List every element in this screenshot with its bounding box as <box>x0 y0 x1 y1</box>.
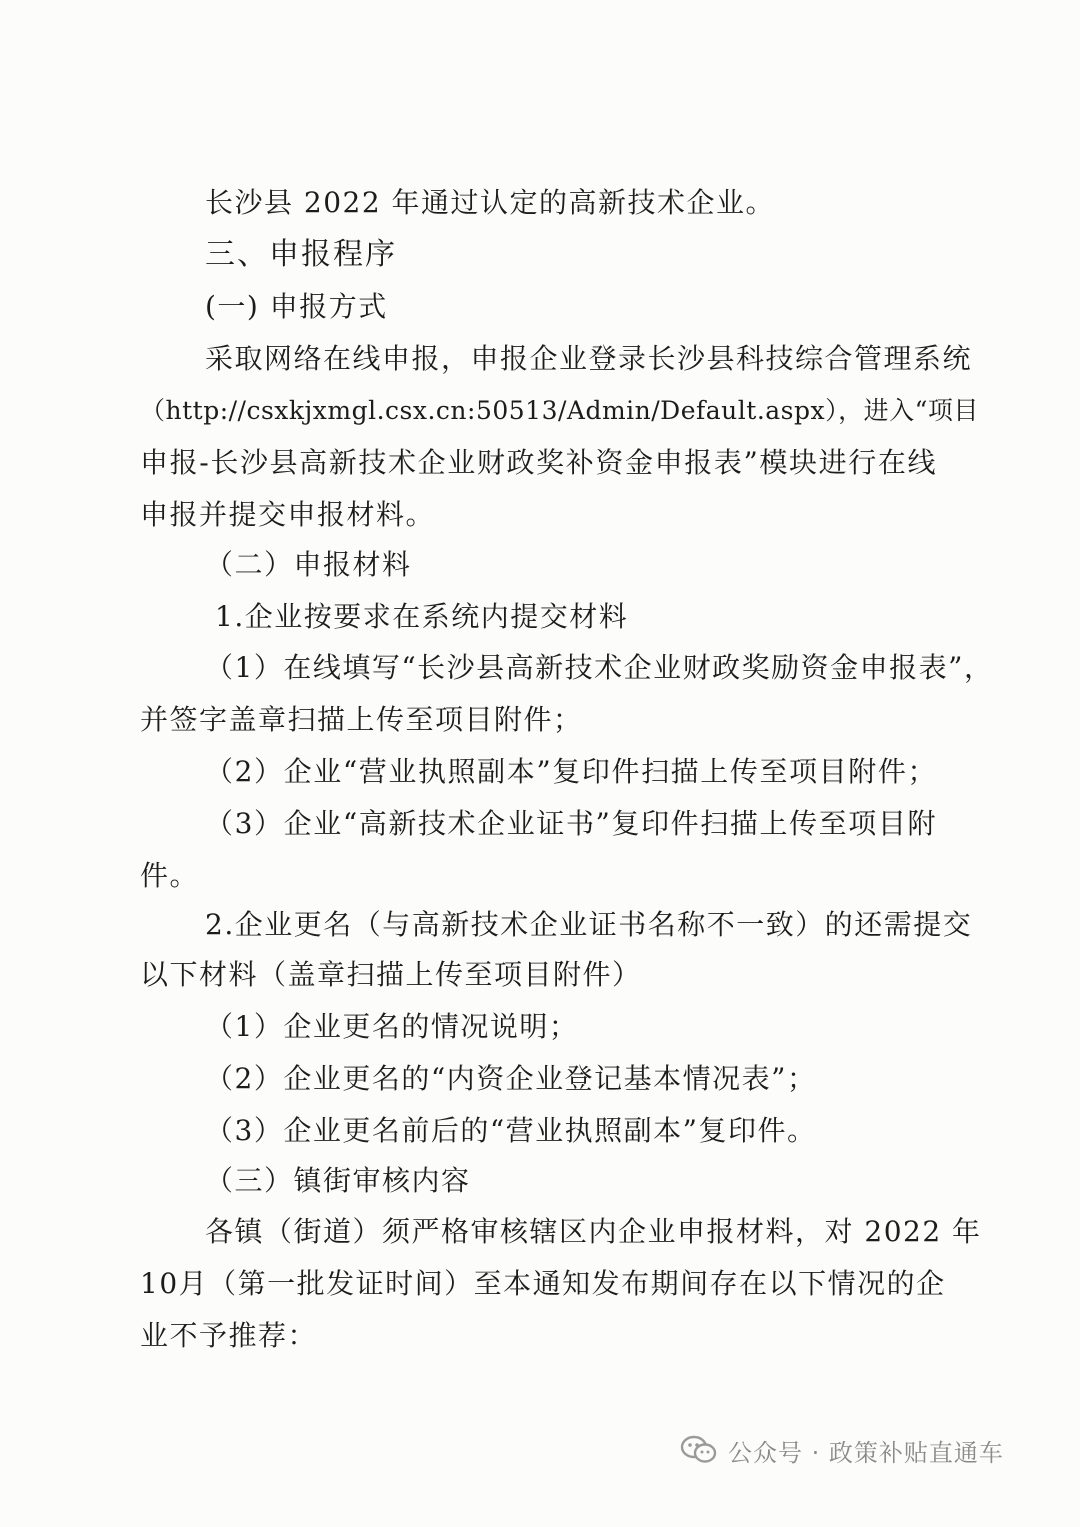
item-2-title-cont: 以下材料（盖章扫描上传至项目附件） <box>140 958 642 991</box>
para-method-line4: 申报并提交申报材料。 <box>140 498 436 531</box>
wechat-icon <box>680 1434 718 1466</box>
item-2-2: （2）企业更名的“内资企业登记基本情况表”； <box>205 1062 817 1095</box>
item-1-1-cont: 并签字盖章扫描上传至项目附件； <box>140 703 583 736</box>
subheading-method: (一) 申报方式 <box>205 290 388 323</box>
item-2-1: （1）企业更名的情况说明； <box>205 1010 579 1043</box>
para-method-line3: 申报-长沙县高新技术企业财政奖补资金申报表”模块进行在线 <box>140 446 937 479</box>
para-method-line1: 采取网络在线申报，申报企业登录长沙县科技综合管理系统 <box>205 342 973 375</box>
item-1-1: （1）在线填写“长沙县高新技术企业财政奖励资金申报表”， <box>205 651 994 684</box>
item-1-title: 1.企业按要求在系统内提交材料 <box>215 600 629 633</box>
para-review-line2: 10月（第一批发证时间）至本通知发布期间存在以下情况的企 <box>140 1267 946 1300</box>
para-method-url: （http://csxkjxmgl.csx.cn:50513/Admin/Default.aspx），进入“项目 <box>140 396 979 425</box>
item-1-3: （3）企业“高新技术企业证书”复印件扫描上传至项目附 <box>205 807 937 840</box>
watermark-text: 公众号 · 政策补贴直通车 <box>728 1438 1004 1467</box>
item-2-title: 2.企业更名（与高新技术企业证书名称不一致）的还需提交 <box>205 908 973 941</box>
para-qualification-end: 长沙县 2022 年通过认定的高新技术企业。 <box>205 186 776 219</box>
section-heading-procedure: 三、申报程序 <box>205 237 397 272</box>
watermark <box>680 1428 1004 1472</box>
subheading-materials: （二）申报材料 <box>205 548 412 581</box>
item-2-3: （3）企业更名前后的“营业执照副本”复印件。 <box>205 1114 817 1147</box>
para-review-line3: 业不予推荐： <box>140 1319 318 1352</box>
item-1-2: （2）企业“营业执照副本”复印件扫描上传至项目附件； <box>205 755 937 788</box>
item-1-3-cont: 件。 <box>140 859 200 892</box>
para-review-line1: 各镇（街道）须严格审核辖区内企业申报材料，对 2022 年 <box>205 1215 982 1248</box>
subheading-review: （三）镇街审核内容 <box>205 1164 471 1197</box>
